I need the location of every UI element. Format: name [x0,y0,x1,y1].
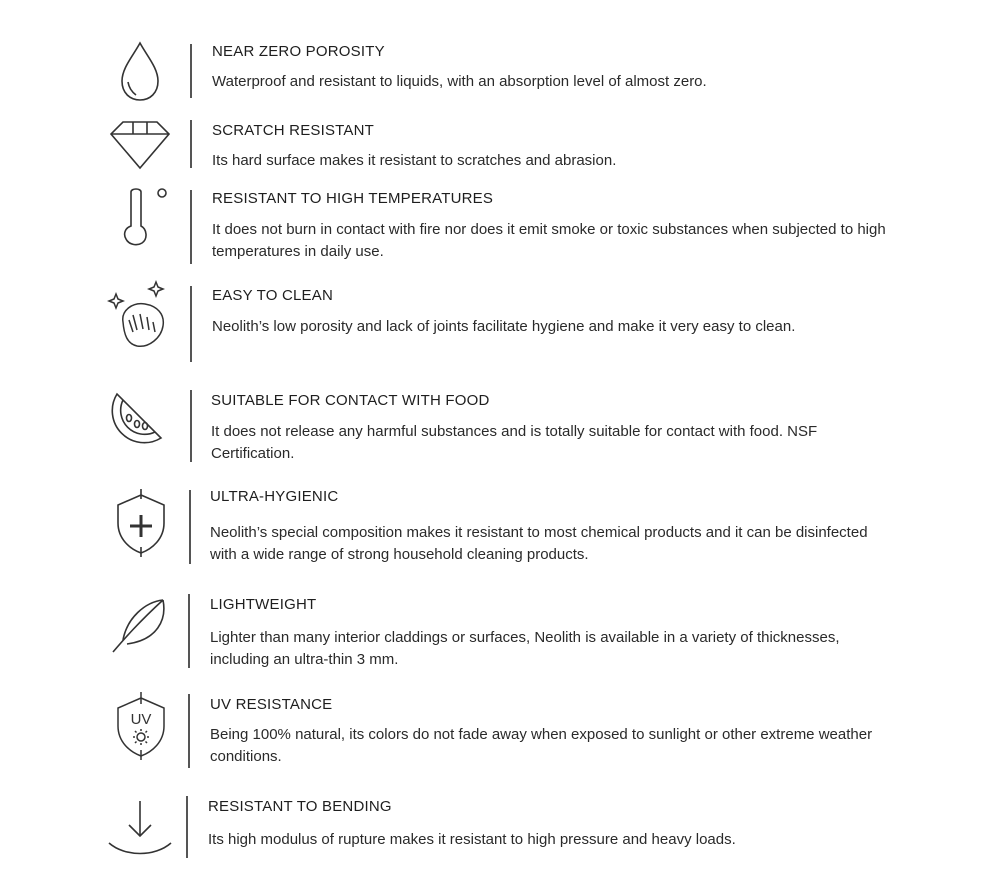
uv-icon-label: UV [130,711,152,728]
feature-description: Its high modulus of rupture makes it resistant to high pressure and heavy loads. [208,831,736,848]
divider [190,286,192,362]
feature-description: It does not release any harmful substances and is totally suitable for contact with food. NSF Certification. [211,423,818,462]
water-drop-icon [105,38,175,108]
diamond-icon [105,110,175,180]
feature-title: SUITABLE FOR CONTACT WITH FOOD [211,392,490,409]
divider [190,120,192,168]
divider [190,44,192,98]
feature-description: It does not burn in contact with fire nor does it emit smoke or toxic substances when subjected to high temperatures in daily use. [212,221,886,260]
feature-title: RESISTANT TO HIGH TEMPERATURES [212,190,494,207]
divider [190,390,192,462]
feature-title: EASY TO CLEAN [212,287,333,304]
feature-description: Neolith’s special composition makes it resistant to most chemical products and it can be disinfected with a wide range of strong household cleaning products. [210,524,868,563]
feature-description: Its hard surface makes it resistant to scratches and abrasion. [212,152,617,169]
divider [188,694,190,768]
feature-title: ULTRA-HYGIENIC [210,488,339,505]
feature-title: UV RESISTANCE [210,696,333,713]
divider [189,490,191,564]
feature-title: NEAR ZERO POROSITY [212,43,385,60]
divider [190,190,192,264]
cleaning-hand-icon [105,282,175,352]
uv-shield-icon [106,690,176,760]
feather-icon [105,590,175,660]
feature-description: Lighter than many interior claddings or surfaces, Neolith is available in a variety of thicknesses, including an ultra-thin 3 mm. [210,629,840,668]
feature-description: Being 100% natural, its colors do not fade away when exposed to sunlight or other extreme weather conditions. [210,726,873,765]
watermelon-icon [105,380,175,450]
feature-title: SCRATCH RESISTANT [212,122,375,139]
thermometer-icon [115,184,185,254]
feature-title: LIGHTWEIGHT [210,596,317,613]
feature-description: Neolith’s low porosity and lack of joints facilitate hygiene and make it very easy to clean. [212,318,796,335]
bending-arrow-icon [105,795,175,865]
feature-description: Waterproof and resistant to liquids, with an absorption level of almost zero. [212,73,707,90]
shield-plus-icon [106,487,176,557]
divider [186,796,188,858]
divider [188,594,190,668]
feature-title: RESISTANT TO BENDING [208,798,392,815]
